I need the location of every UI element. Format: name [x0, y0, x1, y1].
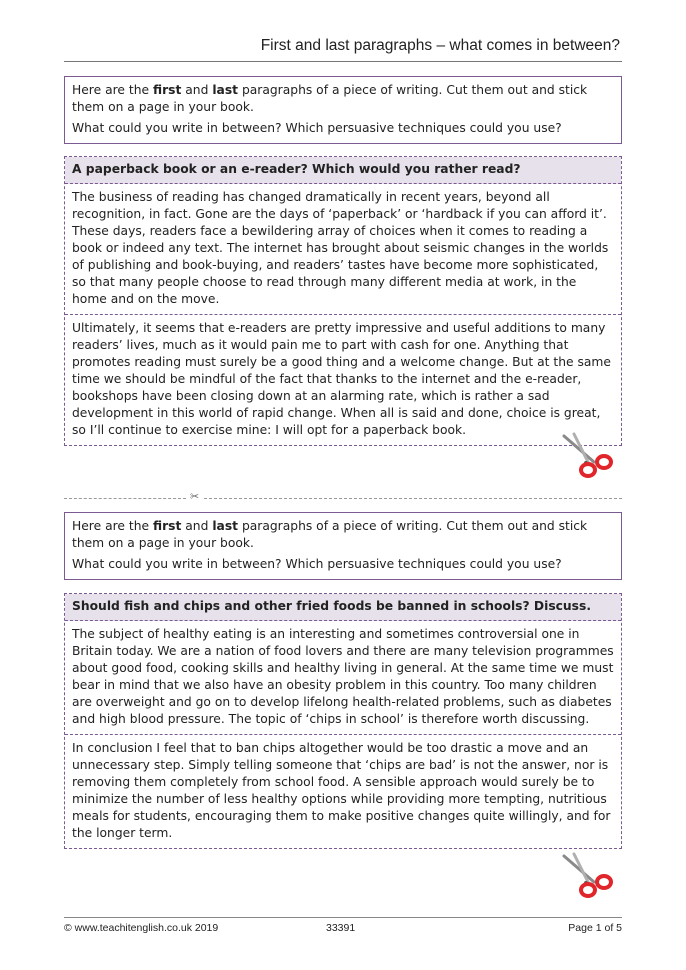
instruction-text: Here are the first and last paragraphs of a piece of writing. Cut them out and stick them on a page in your book.: [72, 519, 588, 550]
essay-heading: A paperback book or an e-reader? Which would you rather read?: [65, 157, 621, 184]
first-paragraph: The subject of healthy eating is an interesting and sometimes controversial one in Britain today. We are a nation of food lovers and there are many television programmes about good food, cooking skills and healthy living in general. At the same time we must bear in mind that we also have an obesity problem in this country. Too many children are overweight and go on to develop lifelong health-related problems, such as diabetes and high blood pressure. The topic of ‘chips in school’ is therefore worth discussing.: [72, 627, 614, 726]
footer-code: 33391: [326, 922, 356, 934]
essay-heading: Should fish and chips and other fried foods be banned in schools? Discuss.: [65, 594, 621, 621]
instruction-question: What could you write in between? Which persuasive techniques could you use?: [72, 121, 562, 135]
paragraph-box-2: [64, 593, 622, 849]
footer: [64, 917, 622, 934]
last-paragraph: Ultimately, it seems that e-readers are pretty impressive and useful additions to many readers’ lives, much as it would pain me to part with cash for one. Anything that promotes reading must surely be a good thing and a welcome change. But at the same time we should be mindful of the fact that thanks to the internet and the e-reader, bookshops have been closing down at an alarming rate, which is rather a sad development in this world of rapid change. When all is said and done, choice is great, so I’ll continue to exercise mine: I will opt for a paperback book.: [65, 314, 621, 445]
first-paragraph: The business of reading has changed dramatically in recent years, beyond all recognition, in fact. Gone are the days of ‘paperback’ or ‘hardback if you can afford it’. These days, readers face a bewildering array of choices when it comes to reading a book or indeed any text. The internet has brought about seismic changes in the worlds of publishing and book-buying, and readers’ tastes have become more sophisticated, so that many people choose to read through many different media at work, in the home and on the move.: [72, 190, 609, 306]
instruction-text: Here are the first and last paragraphs of a piece of writing. Cut them out and stick them on a page in your book.: [72, 83, 588, 114]
instruction-box-2: [64, 512, 622, 580]
scissors-icon: [560, 852, 620, 900]
scissors-icon: [560, 432, 620, 480]
cut-line-scissors-icon: ✂: [190, 490, 200, 503]
cut-line: [64, 490, 622, 503]
title-rule: [64, 61, 622, 62]
paragraph-box-1: [64, 156, 622, 446]
page-title: First and last paragraphs – what comes in between?: [260, 37, 620, 54]
last-paragraph: In conclusion I feel that to ban chips altogether would be too drastic a move and an unnecessary step. Simply telling someone that ‘chips are bad’ is not the answer, nor is removing them completely from school food. A sensible approach would surely be to minimize the number of less healthy options while providing more tempting, nutritious meals for students, encouraging them to make positive changes quite willingly, and for the longer term.: [65, 734, 621, 848]
footer-copyright: © www.teachitenglish.co.uk 2019: [64, 922, 219, 934]
instruction-box-1: [64, 76, 622, 144]
instruction-question: What could you write in between? Which persuasive techniques could you use?: [72, 557, 562, 571]
footer-page-number: Page 1 of 5: [568, 922, 622, 934]
